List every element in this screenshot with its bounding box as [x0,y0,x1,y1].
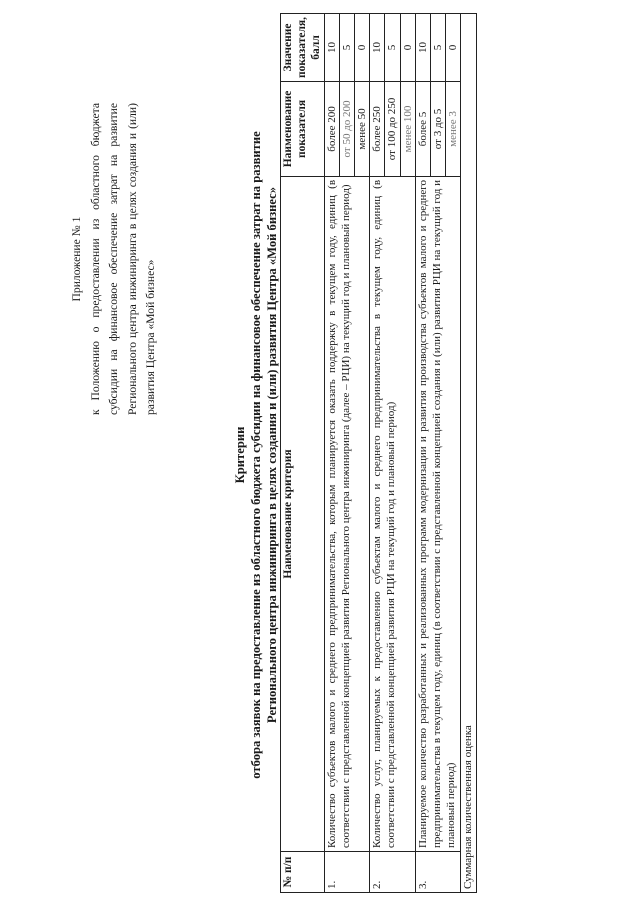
appendix-heading: Приложение № 1 [70,216,83,302]
row-number: 3. [415,852,461,893]
indicator-cell: от 50 до 200 [339,81,354,176]
value-cell: 0 [400,14,415,82]
header-indicator: Наименование показателя [281,81,325,176]
header-num: № п/п [281,852,325,893]
indicator-cell: более 200 [324,81,339,176]
criteria-table [280,13,477,893]
indicator-cell: менее 50 [355,81,370,176]
document-title [232,25,280,885]
criterion-name: Количество услуг, планируемых к предоставлению субъектам малого и среднего предпринимательства в текущем году, единиц (в соответствии с представленной концепцией развития РЦИ на текущий год и плановый период) [370,176,416,851]
header-value: Значение показателя, балл [281,14,325,82]
table-row [415,14,430,893]
indicator-cell: более 250 [370,81,385,176]
value-cell: 5 [385,14,400,82]
summary-label: Суммарная количественная оценка [461,14,476,893]
appendix-block [68,103,161,415]
title-line-2: отбора заявок на предоставление из областного бюджета субсидии на финансовое обеспечение затрат на развитие [249,131,263,779]
header-name: Наименование критерия [281,176,325,851]
value-cell: 5 [431,14,446,82]
indicator-cell: менее 3 [446,81,461,176]
value-cell: 10 [370,14,385,82]
table-row [324,14,339,893]
value-cell: 0 [355,14,370,82]
title-line-3: Регионального центра инжиниринга в целях создания и (или) развития Центра «Мой бизнес» [265,186,279,724]
value-cell: 0 [446,14,461,82]
row-number: 1. [324,852,370,893]
summary-row [461,14,476,893]
indicator-cell: от 100 до 250 [385,81,400,176]
value-cell: 5 [339,14,354,82]
criterion-name: Количество субъектов малого и среднего предпринимательства, которым планируется оказать поддержку в текущем году, единиц (в соответствии с представленной концепцией развития Регионального центра инжиниринга (далее – РЦИ) на текущий год и плановый период) [324,176,370,851]
indicator-cell: менее 100 [400,81,415,176]
table-row [370,14,385,893]
value-cell: 10 [324,14,339,82]
title-line-1: Критерии [233,426,247,484]
criterion-name: Планируемое количество разработанных и реализованных программ модернизации и развития производства субъектов малого и среднего предпринимательства в текущем году, единиц (в соответствии с представленной концепцией создания и (или) развития РЦИ на текущий год и плановый период) [415,176,461,851]
appendix-text: к Положению о предоставлении из областного бюджета субсидии на финансовое обеспечение затрат на развитие Регионального центра инжиниринга в целях создания и (или) развития Центра «Мой бизнес» [88,103,157,415]
value-cell: 10 [415,14,430,82]
table-header-row [281,14,325,893]
indicator-cell: более 5 [415,81,430,176]
row-number: 2. [370,852,416,893]
indicator-cell: от 3 до 5 [431,81,446,176]
